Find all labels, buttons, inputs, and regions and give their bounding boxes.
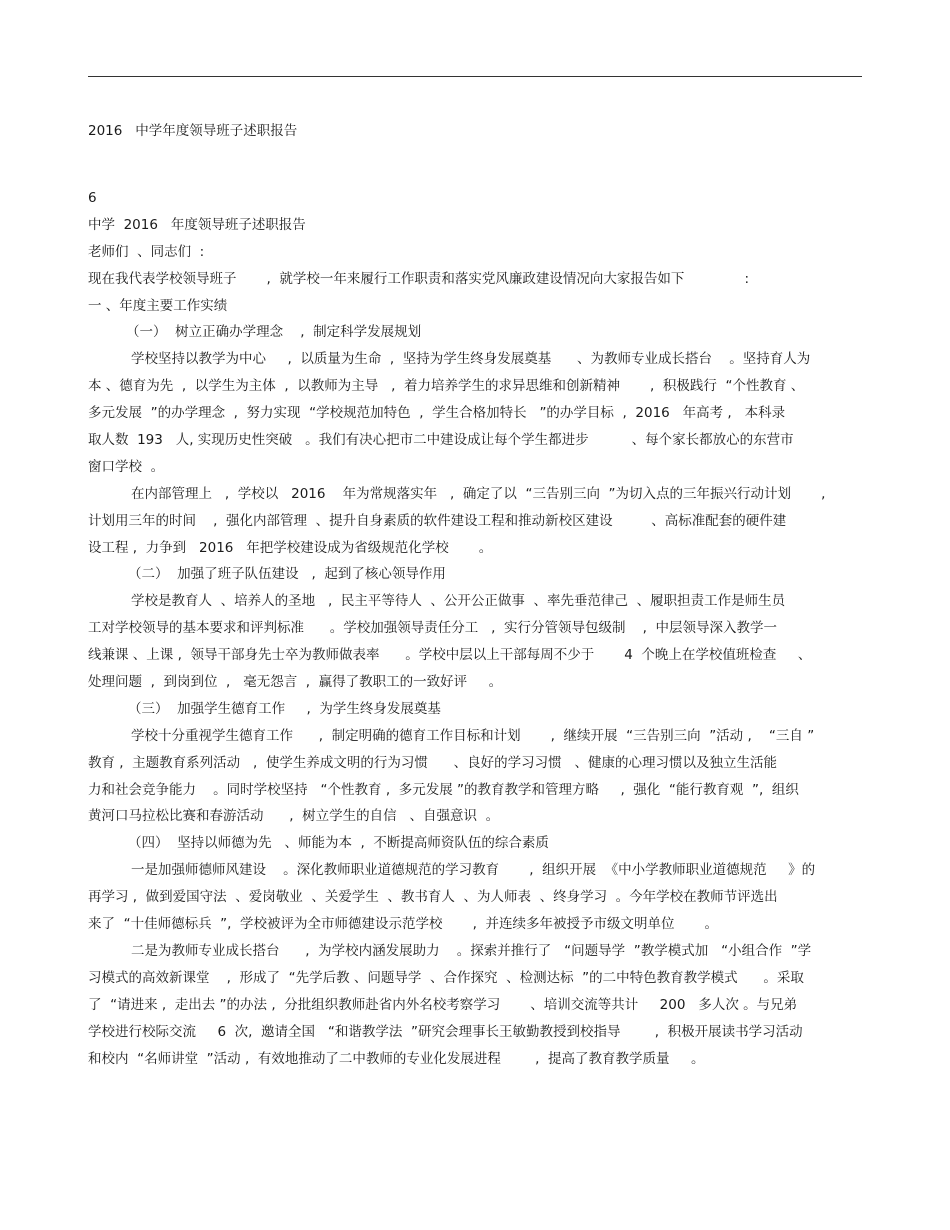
document-heading: 2016 中学年度领导班子述职报告 bbox=[88, 123, 298, 139]
document-body bbox=[88, 185, 874, 1072]
body-line: 工对学校领导的基本要求和评判标准 。学校加强领导责任分工 , 实行分管领导包级制 , 中层领导深入教学一 bbox=[88, 620, 778, 637]
body-line: 二是为教师专业成长搭台 , 为学校内涵发展助力 。探索并推行了 “问题导学 ”教学模式加 “小组合作 ”学 bbox=[131, 942, 812, 959]
body-line: 多元发展 ”的办学理念 , 努力实现 “学校规范加特色 , 学生合格加特长 ”的办学目标 , 2016 年高考 , 本科录 bbox=[88, 405, 786, 422]
body-line: 6 bbox=[88, 190, 97, 206]
report-title: 中学 2016 年度领导班子述职报告 bbox=[88, 216, 306, 233]
body-line: 黄河口马拉松比赛和春游活动 , 树立学生的自信 、自强意识 。 bbox=[88, 808, 500, 825]
body-line: 再学习 , 做到爱国守法 、爱岗敬业 、关爱学生 、教书育人 、为人师表 、终身学习 。今年学校在教师节评选出 bbox=[88, 889, 778, 906]
header-rule bbox=[88, 76, 862, 77]
body-line: 学校是教育人 、培养人的圣地 , 民主平等待人 、公开公正做事 、率先垂范律己 、履职担责工作是师生员 bbox=[131, 593, 786, 610]
body-line: 一是加强师德师风建设 。深化教师职业道德规范的学习教育 , 组织开展 《中小学教师职业道德规范 》的 bbox=[131, 862, 816, 879]
body-line: 计划用三年的时间 , 强化内部管理 、提升自身素质的软件建设工程和推动新校区建设 、高标准配套的硬件建 bbox=[88, 512, 787, 529]
intro-paragraph: 现在我代表学校领导班子 , 就学校一年来履行工作职责和落实党风廉政建设情况向大家报告如下 : bbox=[88, 270, 750, 287]
body-line: 学校坚持以教学为中心 , 以质量为生命 , 坚持为学生终身发展奠基 、为教师专业成长搭台 。坚持育人为 bbox=[131, 351, 811, 368]
body-line: 了 “请进来 , 走出去 ”的办法 , 分批组织教师赴省内外名校考察学习 、培训交流等共计 200 多人次 。与兄弟 bbox=[88, 996, 798, 1013]
subsection-heading: （一） 树立正确办学理念 , 制定科学发展规划 bbox=[126, 324, 422, 341]
body-line: 力和社会竞争能力 。同时学校坚持 “个性教育 , 多元发展 ”的教育教学和管理方略 , 强化 “能行教育观 ”, 组织 bbox=[88, 781, 799, 798]
body-line: 来了 “十佳师德标兵 ”, 学校被评为全市师德建设示范学校 , 并连续多年被授予市级文明单位 。 bbox=[88, 916, 718, 933]
section-heading: 一 、年度主要工作实绩 bbox=[88, 297, 228, 314]
body-line: 本 、德育为先 , 以学生为主体 , 以教师为主导 , 着力培养学生的求异思维和创新精神 , 积极践行 “个性教育 、 bbox=[88, 378, 805, 395]
body-line: 和校内 “名师讲堂 ”活动 , 有效地推动了二中教师的专业化发展进程 , 提高了教育教学质量 。 bbox=[88, 1050, 705, 1067]
body-line: 学校十分重视学生德育工作 , 制定明确的德育工作目标和计划 , 继续开展 “三告别三向 ”活动 , “三自 ” bbox=[131, 727, 815, 744]
body-line: 线兼课 、上课 , 领导干部身先士卒为教师做表率 。学校中层以上干部每周不少于 4 个晚上在学校值班检查 、 bbox=[88, 647, 812, 664]
subsection-heading: （二） 加强了班子队伍建设 , 起到了核心领导作用 bbox=[128, 566, 446, 583]
body-line: 在内部管理上 , 学校以 2016 年为常规落实年 , 确定了以 “三告别三向 ”为切入点的三年振兴行动计划 , bbox=[131, 485, 826, 502]
body-line: 设工程 , 力争到 2016 年把学校建设成为省级规范化学校 。 bbox=[88, 539, 493, 556]
subsection-heading: （三） 加强学生德育工作 , 为学生终身发展奠基 bbox=[128, 700, 441, 717]
salutation: 老师们 、同志们 : bbox=[88, 243, 205, 260]
body-line: 学校进行校际交流 6 次, 邀请全国 “和谐教学法 ”研究会理事长王敏勤教授到校指导 , 积极开展读书学习活动 bbox=[88, 1023, 803, 1040]
body-line: 窗口学校 。 bbox=[88, 458, 165, 475]
body-line: 处理问题 , 到岗到位 , 毫无怨言 , 赢得了教职工的一致好评 。 bbox=[88, 674, 503, 691]
body-line: 取人数 193 人, 实现历史性突破 。我们有决心把市二中建设成让每个学生都进步 、每个家长都放心的东营市 bbox=[88, 432, 794, 449]
body-line: 教育 , 主题教育系列活动 , 使学生养成文明的行为习惯 、良好的学习习惯 、健康的心理习惯以及独立生活能 bbox=[88, 754, 778, 771]
subsection-heading: （四） 坚持以师德为先 、师能为本 , 不断提高师资队伍的综合素质 bbox=[128, 835, 549, 852]
body-line: 习模式的高效新课堂 , 形成了 “先学后教 、问题导学 、合作探究 、检测达标 ”的二中特色教育教学模式 。采取 bbox=[88, 969, 804, 986]
